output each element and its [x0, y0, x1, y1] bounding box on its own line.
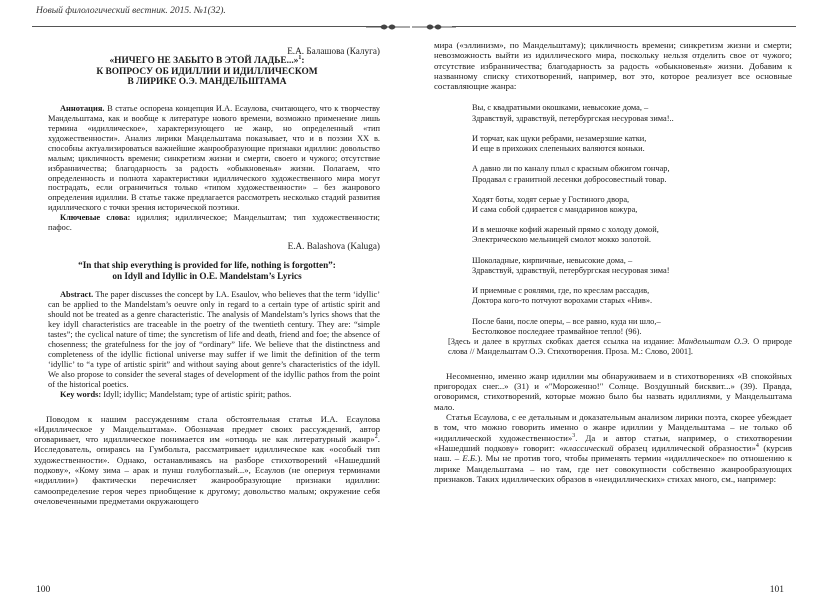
body-paragraph: [434, 412, 792, 484]
intro-paragraph: мира («эллинизм», по Мандельштаму); цикличность времени; синкретизм жизни и смерти; невозможность выйти из идиллического мира, поскольку нельзя отделить свое от чужого; отсутствие избранничества; благодарность за радость «обыкновенья» жизни. Добавим к названному списку стихотворений, например, вот это, которое реализует все основные составляющие жанра:: [434, 40, 792, 92]
footnote-ref: 2: [374, 434, 378, 441]
poem-line: Доктора кого-то потчуют ворохами старых «Нив».: [472, 296, 653, 306]
footnote-ref: 3: [572, 432, 576, 439]
author-ru: Е.А. Балашова (Калуга): [287, 46, 380, 56]
author-en: E.A. Balashova (Kaluga): [287, 241, 380, 252]
keywords-en-text: Idyll; idyllic; Mandelstam; type of artistic spirit; pathos.: [101, 389, 292, 399]
poem-line: И еще в прихожих слепеньких валяются коньки.: [472, 144, 645, 154]
body-text: (курсив наш. –: [434, 442, 792, 464]
reference-text: О природе слова // Мандельштам О.Э. Стихотворения. Проза. М.: Слово, 2001].: [448, 336, 792, 356]
body-paragraph: [34, 414, 380, 507]
poem-line: Здравствуй, здравствуй, петербургская несуровая зима!..: [472, 113, 674, 123]
poem-stanza: [472, 225, 792, 245]
header-rule: [452, 26, 796, 27]
poem-stanza: [472, 286, 792, 306]
page-number: 101: [769, 585, 784, 595]
keywords-en-label: Key words:: [60, 389, 102, 399]
poem-line: И приемные с роялями, где, по креслам рассадив,: [472, 286, 650, 296]
title-en-line: on Idyll and Idyllic in O.E. Mandelstam’s Lyrics: [112, 270, 302, 281]
article-title-en: [34, 260, 380, 281]
poem: [472, 103, 792, 336]
body-text: образец идиллической образности»: [613, 442, 756, 453]
title-en-line: “In that ship everything is provided for life, nothing is forgotten”:: [78, 260, 336, 271]
body-text: . Да и автор статьи, например, о стихотворении «Нашедший подкову» говорит: «: [434, 432, 792, 453]
keywords-ru: [34, 213, 380, 233]
right-page: [412, 0, 820, 609]
poem-line: Ходят боты, ходят серые у Гостиного двора,: [472, 194, 630, 204]
body-text: Статья Есаулова, с ее детальным и доказательным анализом лирики поэта, скорее убеждает в том, что можно говорить именно о жанре идиллии у Мандельштама – не только об «идиллической художественности»: [434, 412, 792, 443]
body-text: Поводом к нашим рассуждениям стала обстоятельная статья И.А. Есаулова «Идиллическое у Мандельштама». Обозначая предмет своих рассуждений, автор оговаривает, что идиллическое понимается им «отнюдь не как литературный жанр»: [34, 413, 380, 445]
poem-line: Электрическою мельницей смолот мокко золотой.: [472, 235, 651, 245]
abstract-en-text: The paper discusses the concept by I.A. Esaulov, who believes that the term ‘idyllic’ can be applied to the Mandelstam’s oeuvre only in regard to a certain type of artistic spirit and should not be treated as a genre characteristic. The analysis of Mandelstam’s lyrics shows that the key idyll characteristics are traceable in the poetry of the twentieth century. They are: “simple tastes”; the cyclical nature of time; the syncretism of life and death, friend and foe; the absence of chosenness; the gratefulness for the joy of “ordinary” life. We believe that the distinctness and completeness of the idyllic fictional universe may suffer if we limit the definition of the term ‘idyllic’ to “a type of artistic spirit” and without saying about genre’s characteristics of the idyll. We also propose to consider the several stages of development of the idyllic pathos from the point of the historical poetics.: [48, 290, 380, 389]
abstract-ru-label: Аннотация.: [60, 103, 105, 113]
poem-stanza: [472, 103, 792, 123]
poem-stanza: [472, 134, 792, 154]
title-ru-line: В ЛИРИКЕ О.Э. МАНДЕЛЬШТАМА: [127, 77, 287, 88]
header-rule: [32, 26, 384, 27]
keywords-ru-label: Ключевые слова:: [60, 213, 131, 223]
poem-line: А давно ли по каналу плыл с красным обжигом гончар,: [472, 164, 670, 174]
keywords-ru-text: идиллия; идиллическое; Мандельштам; тип художественности; пафос.: [48, 213, 380, 233]
title-ru-line: «НИЧЕГО НЕ ЗАБЫТО В ЭТОЙ ЛАДЬЕ...»: [109, 56, 299, 67]
poem-line: Здравствуй, здравствуй, петербургская несуровая зима!: [472, 265, 670, 275]
reference-author: Мандельштам О.Э.: [677, 336, 750, 346]
reference-text: [Здесь и далее в круглых скобках дается ссылка на издание:: [448, 336, 678, 346]
abstract-en-label: Abstract.: [60, 290, 94, 300]
journal-header: Новый филологический вестник. 2015. №1(32).: [36, 6, 226, 16]
poem-line: И в мешочке кофий жареный прямо с холоду домой,: [472, 225, 659, 235]
title-ru-punct: :: [301, 56, 305, 67]
poem-stanza: [472, 164, 792, 184]
left-column: [34, 46, 380, 506]
footnote-ref: 1: [298, 54, 302, 61]
abstract-ru-text: В статье оспорена концепция И.А. Есаулова, считающего, что к творчеству Мандельштама, как и вообще к литературе нового времени, возможно применение лишь термина «идиллическое», характеризующего не жанр, но определенный «тип художественности». Анализ лирики Мандельштама показывает, что и в поэзии XX в. способны актуализироваться важнейшие жанрообразующие признаки идиллии: довольство малым; цикличность времени; синкретизм жизни и смерти, своего и чужого; отсутствие избранничества; благодарность за радость «обыкновенья» жизни. Полагаем, что определенность и полнота характеристики идиллического художественного мира могут пострадать, если ограничиться только «типом художественности» – без жанрового определения идиллии. В статье также предлагается рассмотреть несколько стадий развития идиллического с точки зрения исторической поэтики.: [48, 103, 380, 213]
right-column: [434, 40, 792, 484]
poem-line: Шоколадные, кирпичные, невысокие дома, –: [472, 255, 633, 265]
poem-line: Вы, с квадратными окошками, невысокие дома, –: [472, 103, 649, 113]
emphasis-text: классический: [563, 442, 614, 453]
emphasis-text: Е.Б.: [462, 453, 478, 464]
abstract-en: [34, 290, 380, 390]
ornament-icon: [412, 22, 456, 32]
poem-line: Бестолковое последнее трамвайное тепло! (96).: [472, 326, 642, 336]
body-text: . Исследователь, опираясь на Гумбольта, рассматривает идиллическое как «особый тип художественности». Однако, останавливаясь на разборе стихотворений «Нашедший подкову», «Кому зима – арак и пунш голубоглазый...», Есаулов (не опериуя терминами «идиллии») фактически перечисляет жанрообразующие признаки идиллии: самоопределение героя через приобщение к другому; довольство малым; окружение себя очеловеченными предметами окружающего: [34, 434, 380, 506]
poem-stanza: [472, 317, 792, 337]
poem-line: И торчат, как щуки ребрами, незамерзшие катки,: [472, 133, 647, 143]
footnote-ref: 4: [755, 443, 759, 450]
ornament-icon: [366, 22, 410, 32]
article-title-ru: [34, 56, 380, 88]
page-number: 100: [36, 585, 51, 595]
abstract-ru: [34, 104, 380, 213]
poem-line: После бани, после оперы, – все равно, куда ни шло,–: [472, 316, 661, 326]
edition-reference: [434, 337, 792, 357]
poem-line: И сама собой сдирается с мандаринов кожура,: [472, 204, 638, 214]
title-ru-line: К ВОПРОСУ ОБ ИДИЛЛИИ И ИДИЛЛИЧЕСКОМ: [96, 66, 318, 77]
body-text: ). Мы не против того, чтобы применять термин «идиллическое» по отношению к лирике Мандельштама – но там, где нет совокупности собственно жанрообразующих признаков. Таких идиллических образов в «неидиллических» стихах много, см., например:: [434, 453, 792, 484]
keywords-en: [34, 390, 380, 400]
body-paragraph: Несомненно, именно жанр идиллии мы обнаруживаем и в стихотворениях «В спокойных пригородах снег...» (31) и «"Мороженно!" Солнце. Воздушный бисквит...» (39). Правда, оговоримся, стихотворений, которые можно было бы назвать идиллиями, у Мандельштама мало.: [434, 370, 792, 412]
poem-line: Продавал с гранитной лесенки добросовестный товар.: [472, 174, 667, 184]
poem-stanza: [472, 256, 792, 276]
poem-stanza: [472, 195, 792, 215]
